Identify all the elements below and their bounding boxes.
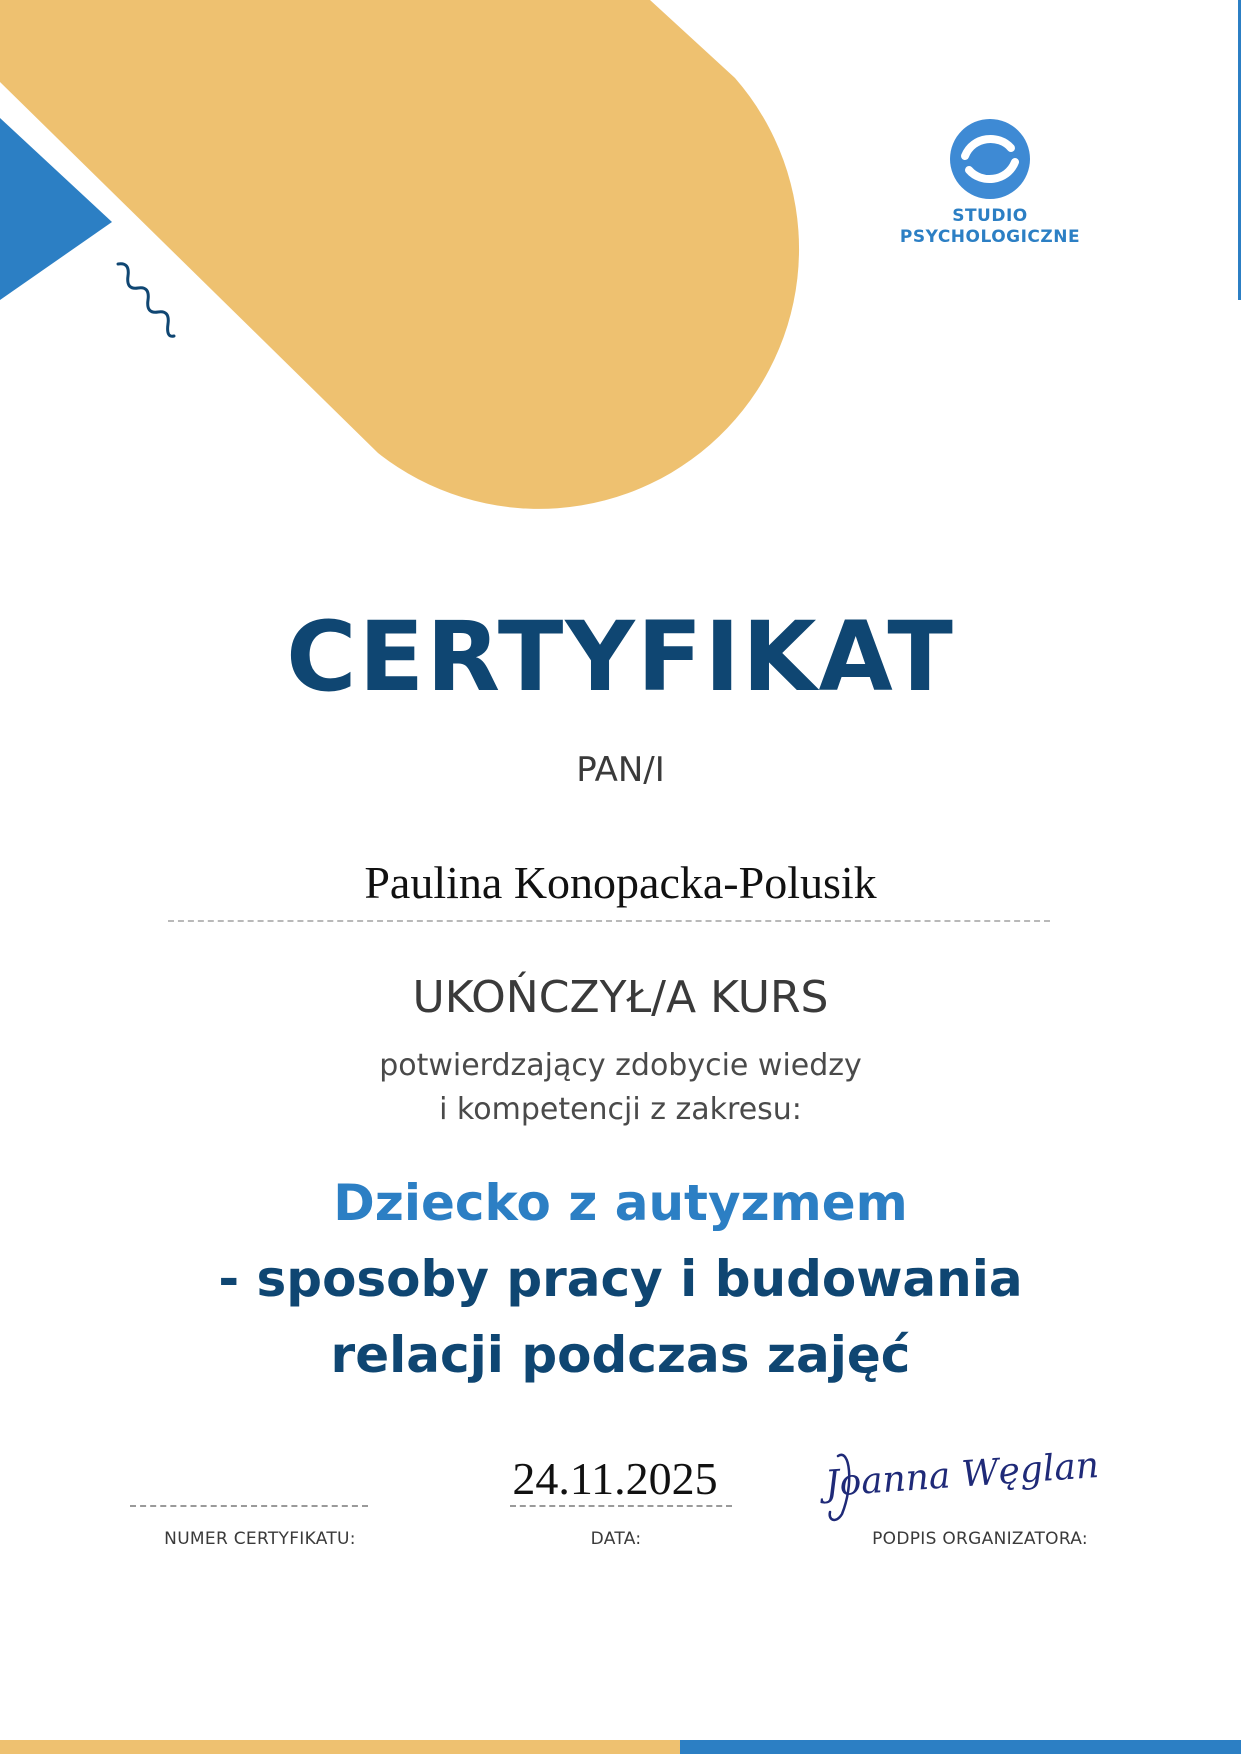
logo-text <box>880 206 1100 248</box>
description-line-1: potwierdzający zdobycie wiedzy <box>379 1048 862 1083</box>
certificate-number-label: NUMER CERTYFIKATU: <box>164 1529 356 1549</box>
course-title <box>0 1165 1241 1393</box>
wavy-line <box>118 264 174 337</box>
description <box>0 1044 1241 1132</box>
logo-line-1: STUDIO <box>952 206 1028 226</box>
certificate-title: CERTYFIKAT <box>286 601 955 713</box>
svg-text:Joanna Węglan: Joanna Węglan <box>823 1444 1100 1505</box>
signature-label: PODPIS ORGANIZATORA: <box>872 1529 1088 1549</box>
logo-line-2: PSYCHOLOGICZNE <box>899 227 1081 247</box>
course-title-line-2: - sposoby pracy i budowania <box>218 1250 1023 1308</box>
logo-mark-icon <box>949 118 1031 200</box>
certificate-number-line <box>130 1505 368 1507</box>
recipient-underline <box>168 920 1050 922</box>
bottom-stripe-blue <box>680 1740 1241 1754</box>
course-title-line-3: relacji podczas zajęć <box>330 1326 911 1384</box>
studio-logo <box>880 118 1100 248</box>
date-label: DATA: <box>590 1529 642 1549</box>
organizer-signature <box>820 1444 1100 1528</box>
salutation: PAN/I <box>576 750 665 790</box>
recipient-name: Paulina Konopacka-Polusik <box>364 857 877 908</box>
date-line <box>510 1505 732 1507</box>
yellow-rounded-shape <box>0 0 799 509</box>
date-value: 24.11.2025 <box>512 1453 718 1504</box>
course-title-line-1: Dziecko z autyzmem <box>333 1174 908 1232</box>
bottom-stripe-yellow <box>0 1740 680 1754</box>
completed-course-heading: UKOŃCZYŁ/A KURS <box>412 972 829 1023</box>
description-line-2: i kompetencji z zakresu: <box>439 1092 802 1127</box>
